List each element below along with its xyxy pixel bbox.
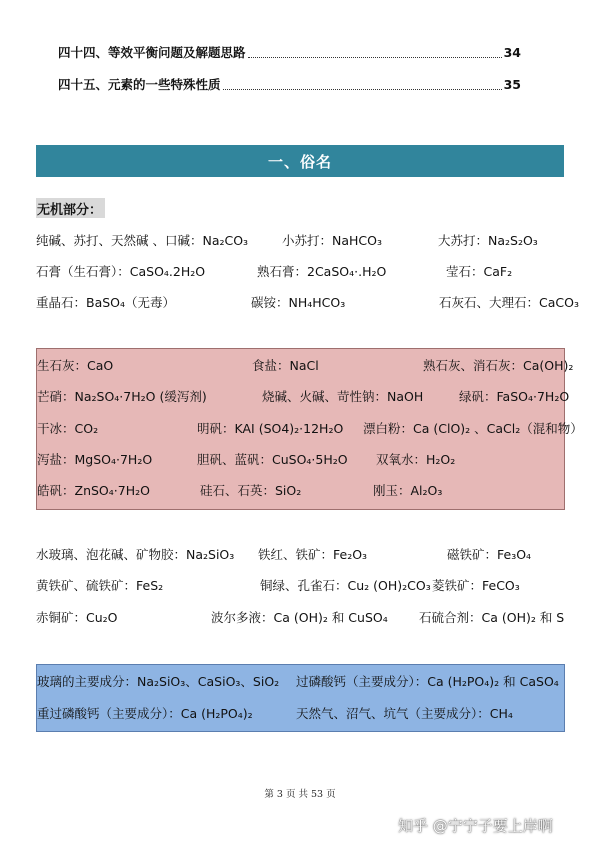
text-cell: 玻璃的主要成分：Na₂SiO₃、CaSiO₃、SiO₂ (37, 674, 280, 689)
watermark-text: 知乎 @宁宁子要上岸啊 (398, 817, 553, 835)
page-footer: 第 3 页 共 53 页 (264, 789, 336, 800)
text-cell: 刚玉：Al₂O₃ (373, 483, 443, 498)
text-cell: 双氧水：H₂O₂ (376, 452, 456, 467)
text-row (37, 672, 564, 692)
highlight-box-blue (36, 664, 565, 732)
toc-page-number: 35 (503, 76, 521, 92)
text-cell: 食盐：NaCl (252, 358, 319, 373)
text-row (37, 387, 570, 407)
text-cell: 硅石、石英：SiO₂ (200, 483, 302, 498)
toc-leader-dots (248, 47, 502, 58)
text-cell: 绿矾：FaSO₄·7H₂O (459, 389, 570, 404)
text-cell: 过磷酸钙（主要成分）：Ca (H₂PO₄)₂ 和 CaSO₄ (296, 674, 559, 689)
text-cell: 纯碱、苏打、天然碱 、口碱：Na₂CO₃ (36, 233, 249, 248)
text-cell: 明矾：KAI (SO4)₂·12H₂O (197, 421, 344, 436)
text-row (37, 704, 564, 724)
text-cell: 赤铜矿：Cu₂O (36, 610, 118, 625)
text-cell: 熟石膏：2CaSO₄·.H₂O (257, 264, 387, 279)
text-cell: 重过磷酸钙（主要成分）：Ca (H₂PO₄)₂ (37, 706, 253, 721)
toc-title: 四十五、元素的一些特殊性质 (58, 77, 221, 92)
text-cell: 大苏打：Na₂S₂O₃ (438, 233, 538, 248)
text-cell: 石膏（生石膏）：CaSO₄.2H₂O (36, 264, 206, 279)
toc-page-number: 34 (503, 44, 521, 60)
text-cell: 生石灰：CaO (37, 358, 114, 373)
text-row (37, 356, 574, 376)
text-cell: 石硫合剂：Ca (OH)₂ 和 S (419, 610, 565, 625)
text-row (37, 481, 564, 501)
text-cell: 重晶石：BaSO₄（无毒） (36, 295, 176, 310)
text-row (37, 450, 564, 470)
text-cell: 漂白粉：Ca (ClO)₂ 、CaCl₂（混和物） (363, 421, 583, 436)
toc-entry-44[interactable] (58, 43, 521, 61)
text-cell: 波尔多液：Ca (OH)₂ 和 CuSO₄ (211, 610, 388, 625)
text-cell: 黄铁矿、硫铁矿：FeS₂ (36, 578, 164, 593)
text-cell: 磁铁矿：Fe₃O₄ (447, 547, 532, 562)
text-cell: 菱铁矿：FeCO₃ (432, 578, 520, 593)
section-banner: 一、俗名 (36, 145, 564, 177)
text-cell: 小苏打：NaHCO₃ (282, 233, 382, 248)
text-row (37, 419, 583, 439)
watermark (398, 815, 553, 836)
text-cell: 芒硝：Na₂SO₄·7H₂O (缓泻剂) (37, 389, 207, 404)
toc-title: 四十四、等效平衡问题及解题思路 (58, 45, 246, 60)
text-cell: 莹石：CaF₂ (446, 264, 513, 279)
text-cell: 干冰：CO₂ (37, 421, 99, 436)
section-label: 无机部分： (36, 198, 105, 218)
text-cell: 铁红、铁矿：Fe₂O₃ (258, 547, 368, 562)
text-cell: 胆矾、蓝矾：CuSO₄·5H₂O (197, 452, 348, 467)
text-cell: 天然气、沼气、坑气（主要成分）：CH₄ (296, 706, 513, 721)
text-cell: 水玻璃、泡花碱、矿物胶：Na₂SiO₃ (36, 547, 235, 562)
toc-entry-45[interactable] (58, 75, 521, 93)
text-cell: 石灰石、大理石：CaCO₃ (439, 295, 579, 310)
text-cell: 碳铵：NH₄HCO₃ (251, 295, 346, 310)
text-cell: 泻盐：MgSO₄·7H₂O (37, 452, 153, 467)
toc-leader-dots (223, 79, 502, 90)
text-cell: 烧碱、火碱、苛性钠：NaOH (262, 389, 424, 404)
text-cell: 皓矾：ZnSO₄·7H₂O (37, 483, 150, 498)
text-cell: 铜绿、孔雀石：Cu₂ (OH)₂CO₃ (260, 578, 431, 593)
text-cell: 熟石灰、消石灰：Ca(OH)₂ (423, 358, 574, 373)
highlight-box-pink (36, 348, 583, 510)
